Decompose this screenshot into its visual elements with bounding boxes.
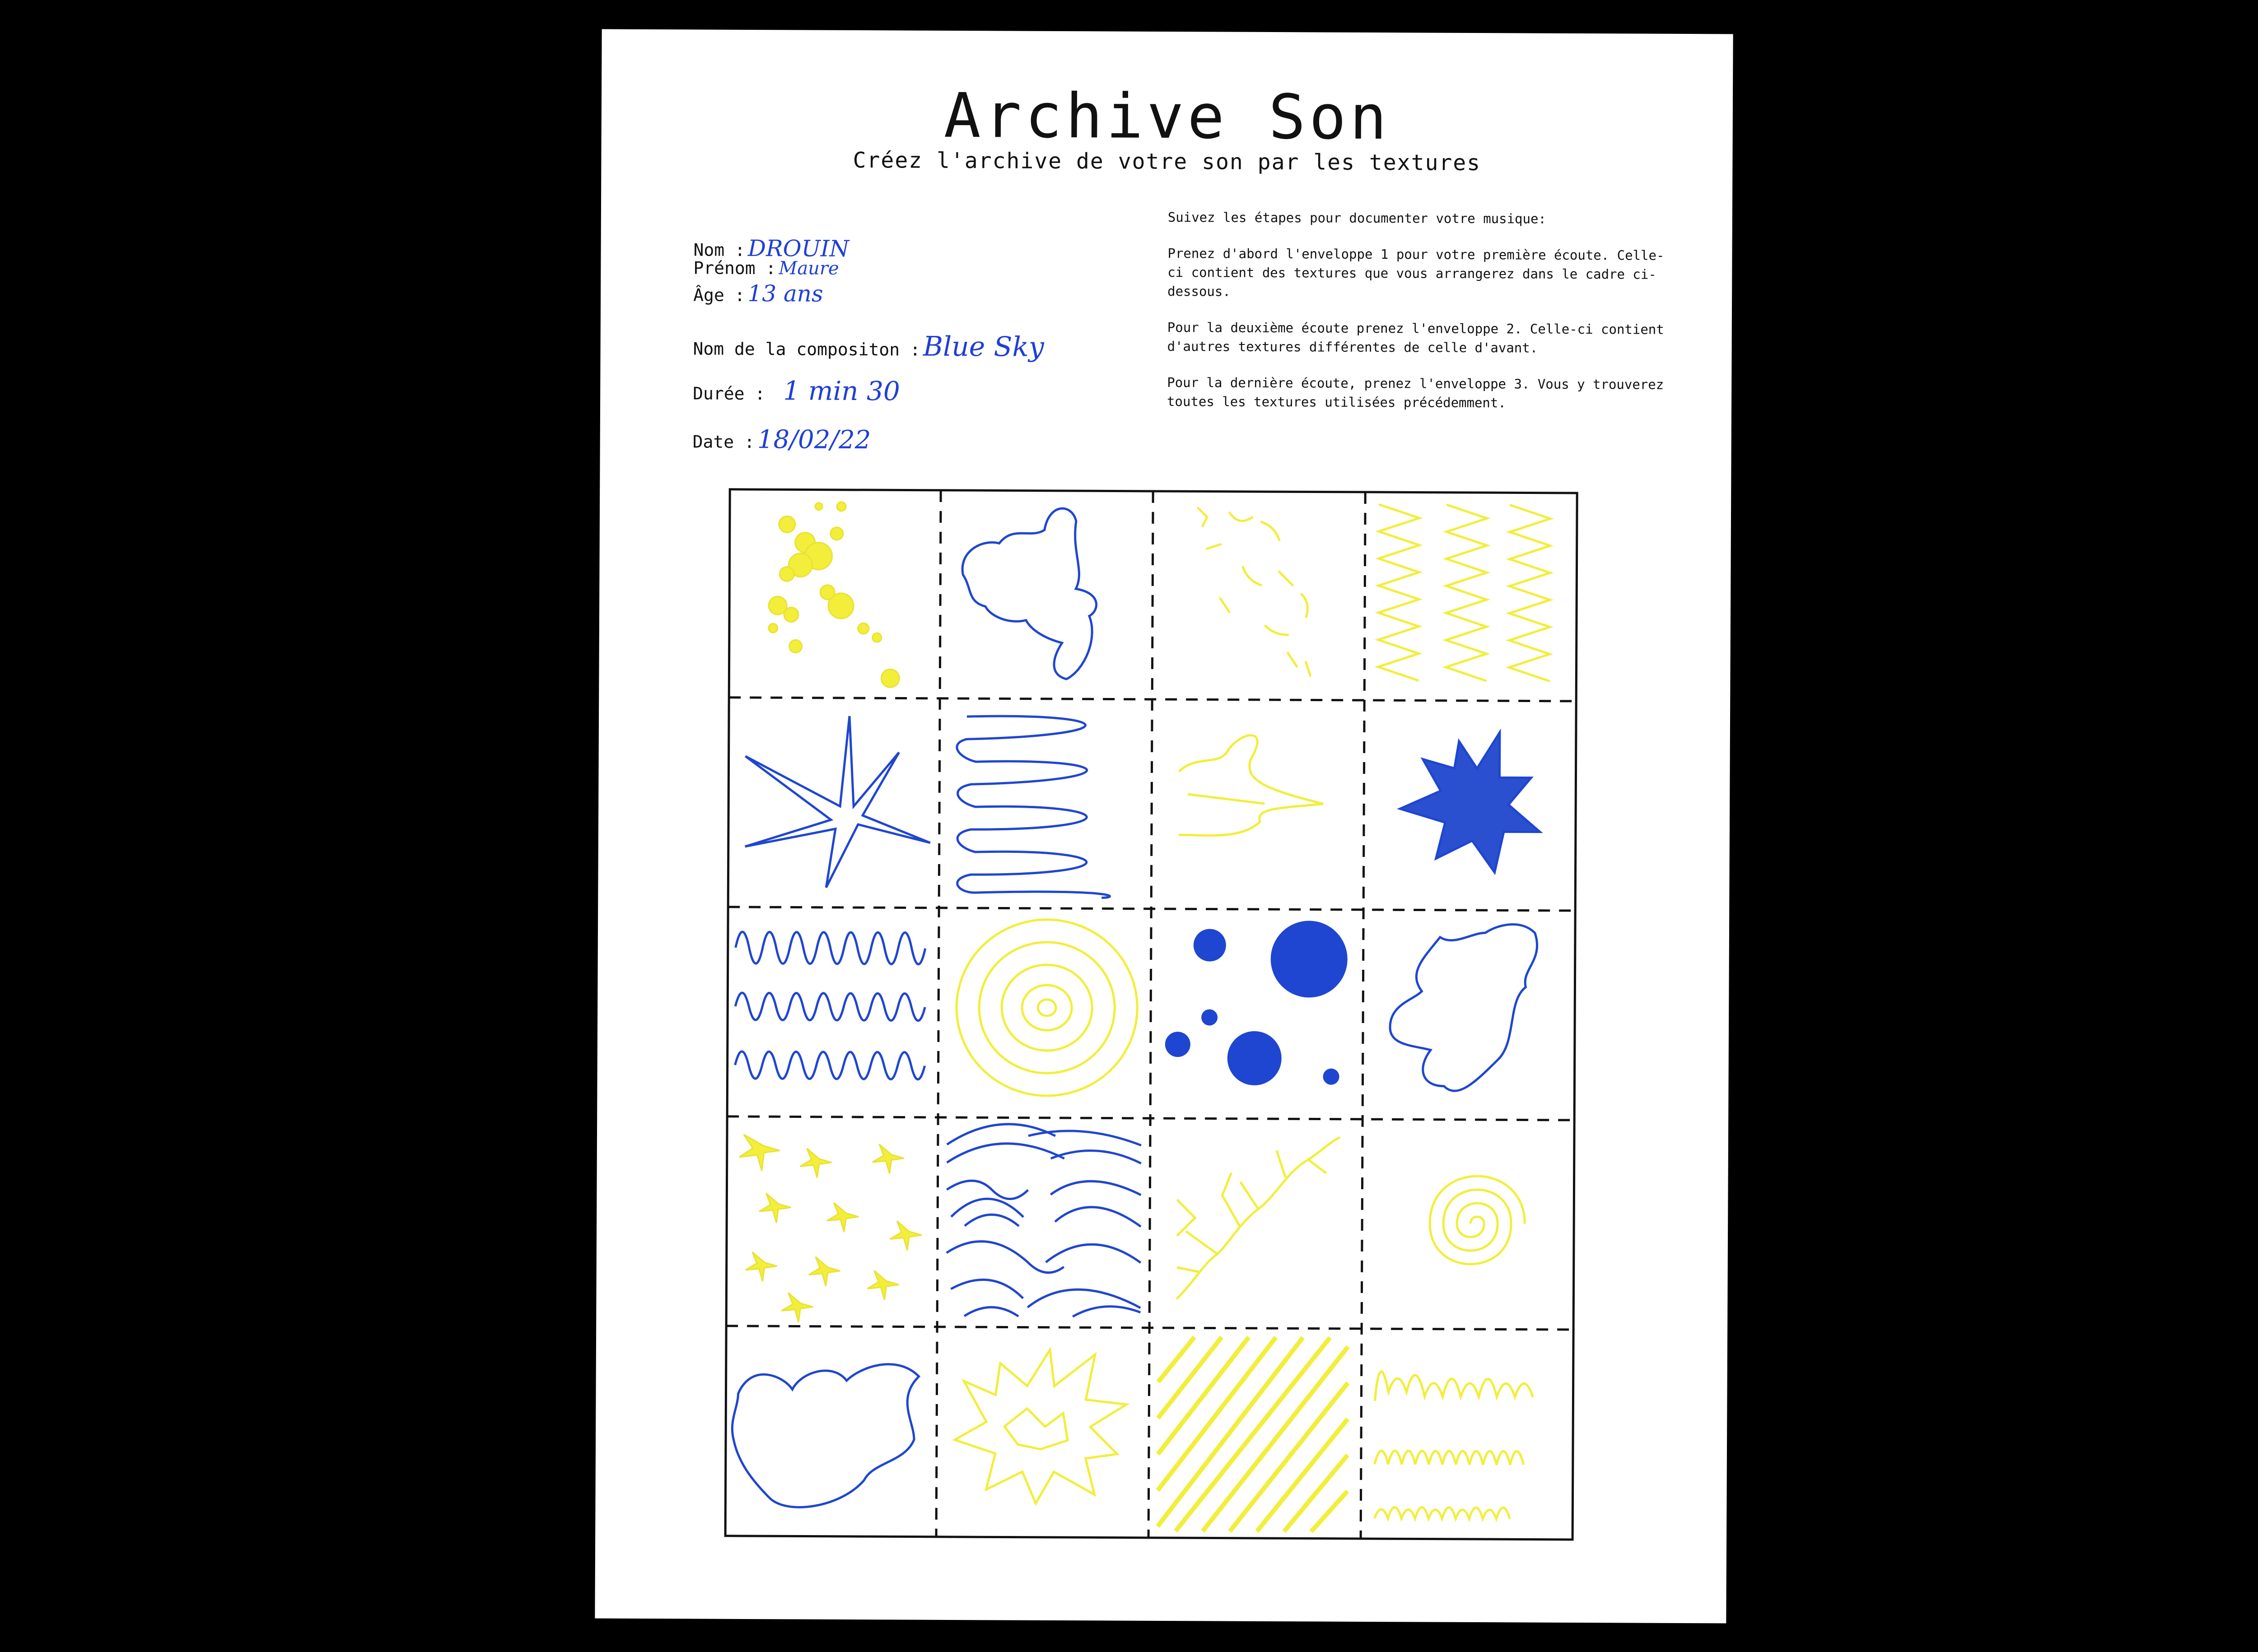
age-value: 13 ans bbox=[747, 280, 823, 307]
texture-cell-blue-circles bbox=[1150, 909, 1363, 1119]
date-field[interactable] bbox=[693, 424, 871, 455]
page-subtitle: Créez l'archive de votre son par les textures bbox=[853, 147, 1481, 176]
texture-cell-yellow-zigzag bbox=[1364, 491, 1577, 701]
prenom-field[interactable] bbox=[693, 257, 839, 279]
instructions-step-3: Pour la dernière écoute, prenez l'enveloppe 3. Vous y trouverez toutes les textures utilisées précédemment. bbox=[1167, 375, 1664, 411]
archive-sheet bbox=[595, 29, 1733, 1624]
texture-cell-yellow-branches bbox=[1149, 1118, 1362, 1329]
composition-label: Nom de la compositon : bbox=[693, 339, 921, 360]
duree-label: Durée : bbox=[693, 383, 765, 404]
texture-cell-yellow-hatching bbox=[1148, 1328, 1362, 1540]
texture-cell-blue-arcs bbox=[937, 1117, 1150, 1328]
instructions-intro: Suivez les étapes pour documenter votre musique: bbox=[1167, 209, 1547, 227]
texture-cell-blue-starburst bbox=[727, 698, 940, 908]
instructions-step-1: Prenez d'abord l'enveloppe 1 pour votre première écoute. Celle-ci contient des textures que vous arrangerez dans le cadre ci-dessous. bbox=[1167, 246, 1665, 299]
nom-value: DROUIN bbox=[747, 235, 849, 262]
composition-value: Blue Sky bbox=[923, 330, 1044, 363]
age-field[interactable] bbox=[693, 280, 823, 307]
age-label: Âge : bbox=[693, 285, 745, 305]
texture-cell-yellow-spiky-burst bbox=[936, 1327, 1149, 1539]
duree-value: 1 min 30 bbox=[783, 375, 900, 407]
texture-cell-yellow-wavy bbox=[1361, 1329, 1574, 1541]
instructions-step-2: Pour la deuxième écoute prenez l'enveloppe 2. Celle-ci contient d'autres textures différentes de celle d'avant. bbox=[1167, 320, 1664, 356]
texture-cell-yellow-stars bbox=[725, 1117, 938, 1327]
texture-cell-yellow-scribble bbox=[1151, 699, 1364, 910]
texture-cell-yellow-strokes bbox=[1152, 490, 1365, 700]
texture-cell-blue-loops bbox=[939, 698, 1152, 909]
prenom-label: Prénom : bbox=[693, 258, 776, 279]
texture-cell-yellow-spiral bbox=[1362, 1119, 1575, 1330]
texture-cell-blue-blob bbox=[940, 489, 1153, 699]
composition-field[interactable] bbox=[693, 330, 1044, 363]
texture-cell-blue-cloud bbox=[724, 1326, 937, 1538]
date-value: 18/02/22 bbox=[757, 425, 871, 455]
date-label: Date : bbox=[692, 432, 755, 452]
prenom-value: Maure bbox=[779, 258, 839, 279]
texture-cell-yellow-dots bbox=[728, 488, 941, 698]
nom-label: Nom : bbox=[693, 240, 746, 260]
page-title: Archive Son bbox=[943, 80, 1391, 154]
texture-grid bbox=[724, 488, 1578, 1541]
duree-field[interactable] bbox=[693, 375, 900, 406]
texture-cell-blue-outline bbox=[1362, 910, 1576, 1120]
texture-cell-blue-waves bbox=[726, 907, 939, 1117]
texture-cell-blue-filled-star bbox=[1363, 700, 1577, 911]
instructions-block bbox=[1167, 208, 1665, 430]
texture-cell-yellow-rings bbox=[938, 908, 1151, 1118]
